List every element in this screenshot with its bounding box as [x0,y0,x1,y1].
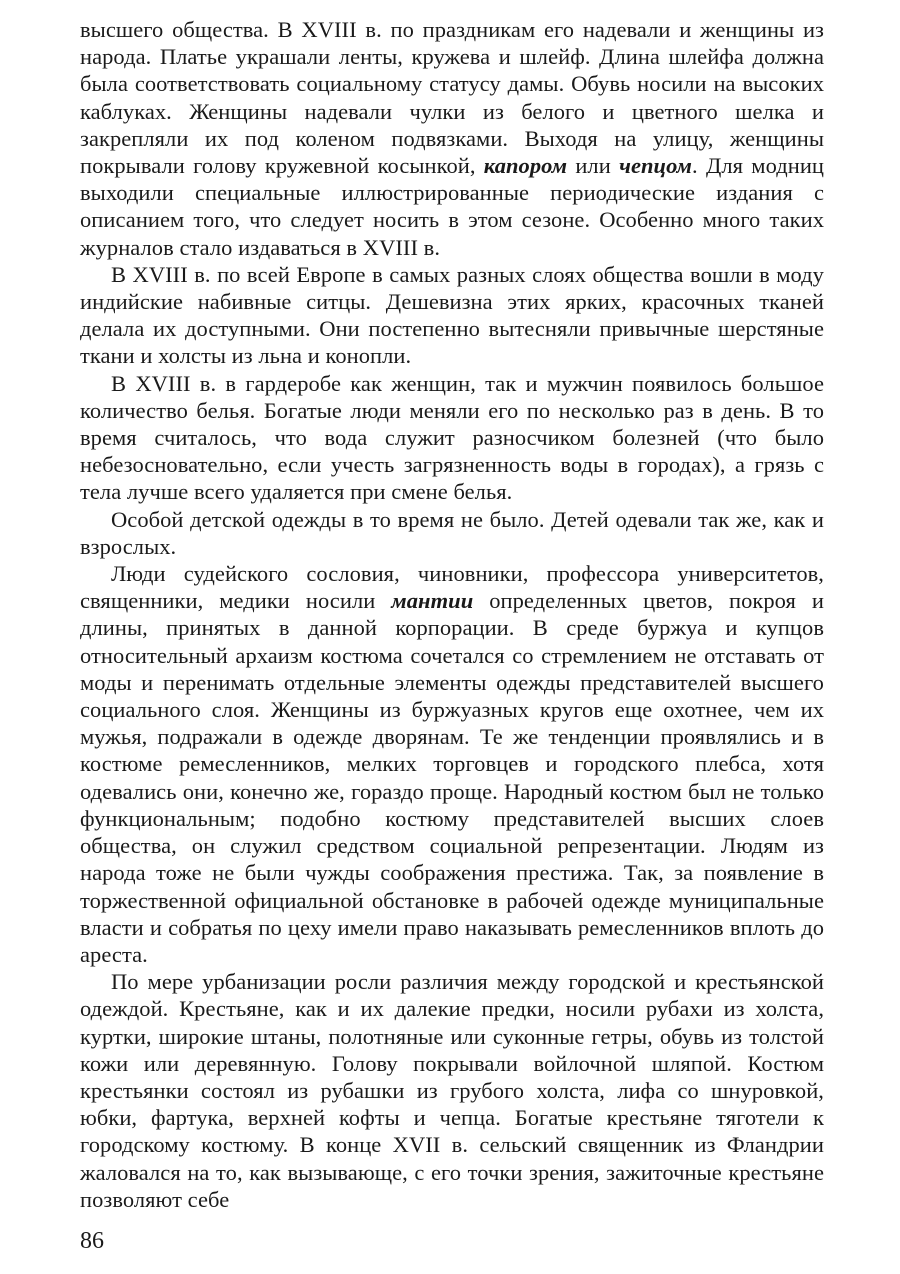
text-segment: высшего общества. В XVIII в. по праздникам его надевали и женщины из народа. Платье украшали ленты, кружева и шлейф. Длина шлейфа должна была соответствовать социальному статусу дамы. Обувь носили на высоких каблуках. Женщины надевали чулки из белого и цветного шелка и закрепляли их под коленом подвязками. Выходя на улицу, женщины покрывали голову кружевной косынкой, [80,17,824,179]
emphasized-term: капором [483,153,568,179]
emphasized-term: чепцом [619,153,693,179]
paragraph [80,16,824,261]
paragraph [80,560,824,968]
text-segment: определенных цветов, покроя и длины, принятых в данной корпорации. В среде буржуа и купцов относительный архаизм костюма сочетался со стремлением не отставать от моды и перенимать отдельные элементы одежды представителей высшего социального слоя. Женщины из буржуазных кругов еще охотнее, чем их мужья, подражали в одежде дворянам. Те же тенденции проявлялись и в костюме ремесленников, мелких торговцев и городского плебса, хотя одевались они, конечно же, гораздо проще. Народный костюм был не только функциональным; подобно костюму представителей высших слоев общества, он служил средством социальной репрезентации. Людям из народа тоже не были чужды соображения престижа. Так, за появление в торжественной официальной обстановке в рабочей одежде муниципальные власти и собратья по цеху имели право наказывать ремесленников вплоть до ареста. [80,588,824,967]
paragraph [80,506,824,560]
text-segment: В XVIII в. по всей Европе в самых разных слоях общества вошли в моду индийские набивные ситцы. Дешевизна этих ярких, красочных тканей делала их доступными. Они постепенно вытесняли привычные шерстяные ткани и холсты из льна и конопли. [80,261,824,369]
emphasized-term: мантии [391,588,474,614]
text-segment: или [567,153,620,179]
text-segment: . Для модниц выходили специальные иллюстрированные периодические издания с описанием того, что следует носить в этом сезоне. Особенно много таких журналов стало издаваться в XVIII в. [80,153,825,260]
page-body [80,16,824,1213]
paragraph [80,261,824,370]
page-number: 86 [80,1228,104,1254]
paragraph [80,968,824,1213]
text-segment: В XVIII в. в гардеробе как женщин, так и мужчин появилось большое количество белья. Богатые люди меняли его по несколько раз в день. В то время считалось, что вода служит разносчиком болезней (что было небезосновательно, если учесть загрязненность воды в городах), а грязь с тела лучше всего удаляется при смене белья. [80,370,824,505]
text-segment: По мере урбанизации росли различия между городской и крестьянской одеждой. Крестьяне, как и их далекие предки, носили рубахи из холста, куртки, широкие штаны, полотняные или суконные гетры, обувь из толстой кожи или деревянную. Голову покрывали войлочной шляпой. Костюм крестьянки состоял из рубашки из грубого холста, лифа со шнуровкой, юбки, фартука, верхней кофты и чепца. Богатые крестьяне тяготели к городскому костюму. В конце XVII в. сельский священник из Фландрии жаловался на то, как вызывающе, с его точки зрения, зажиточные крестьяне позволяют себе [80,969,824,1212]
paragraph [80,370,824,506]
text-segment: Особой детской одежды в то время не было. Детей одевали так же, как и взрослых. [80,506,824,559]
text-segment: Люди судейского сословия, чиновники, профессора университетов, священники, медики носили [80,561,824,614]
